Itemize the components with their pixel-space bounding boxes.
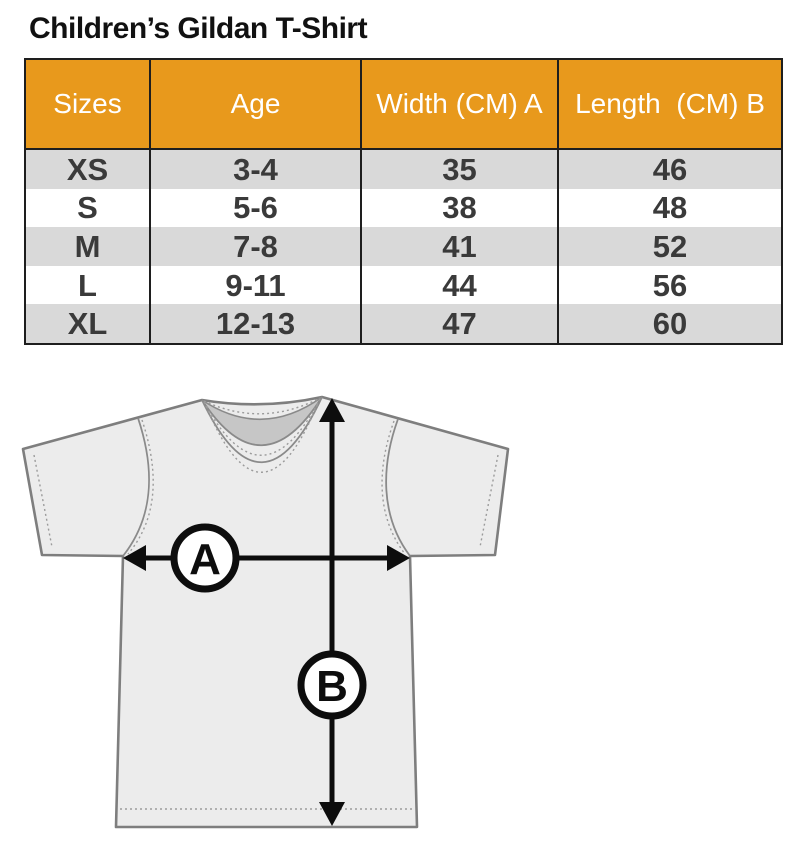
table-cell: 47 — [361, 304, 558, 344]
table-cell: 5-6 — [150, 189, 361, 228]
length-label-badge — [301, 654, 363, 716]
width-label-badge — [174, 527, 236, 589]
column-header-age: Age — [150, 59, 361, 149]
table-cell: 3-4 — [150, 149, 361, 189]
header-row — [25, 59, 782, 149]
size-table — [24, 58, 783, 345]
width-label: A — [189, 535, 221, 584]
table-cell: XL — [25, 304, 150, 344]
column-header-sizes: Sizes — [25, 59, 150, 149]
table-row — [25, 189, 782, 228]
table-cell: XS — [25, 149, 150, 189]
column-header-width: Width (CM) A — [361, 59, 558, 149]
table-cell: 7-8 — [150, 227, 361, 266]
size-table-body — [25, 149, 782, 344]
table-row — [25, 149, 782, 189]
table-cell: 56 — [558, 266, 782, 305]
table-cell: 60 — [558, 304, 782, 344]
table-row — [25, 227, 782, 266]
table-cell: 44 — [361, 266, 558, 305]
table-cell: L — [25, 266, 150, 305]
table-cell: 12-13 — [150, 304, 361, 344]
table-cell: 38 — [361, 189, 558, 228]
tshirt-measurement-diagram — [20, 388, 512, 840]
size-table-header — [25, 59, 782, 149]
table-row — [25, 304, 782, 344]
column-header-length: Length (CM) B — [558, 59, 782, 149]
table-cell: S — [25, 189, 150, 228]
length-label: B — [316, 662, 348, 711]
table-cell: 41 — [361, 227, 558, 266]
table-cell: 52 — [558, 227, 782, 266]
table-cell: 35 — [361, 149, 558, 189]
page-title: Children’s Gildan T-Shirt — [29, 12, 368, 45]
table-row — [25, 266, 782, 305]
tshirt-diagram-svg — [20, 388, 512, 840]
table-cell: M — [25, 227, 150, 266]
table-cell: 48 — [558, 189, 782, 228]
table-cell: 9-11 — [150, 266, 361, 305]
table-cell: 46 — [558, 149, 782, 189]
